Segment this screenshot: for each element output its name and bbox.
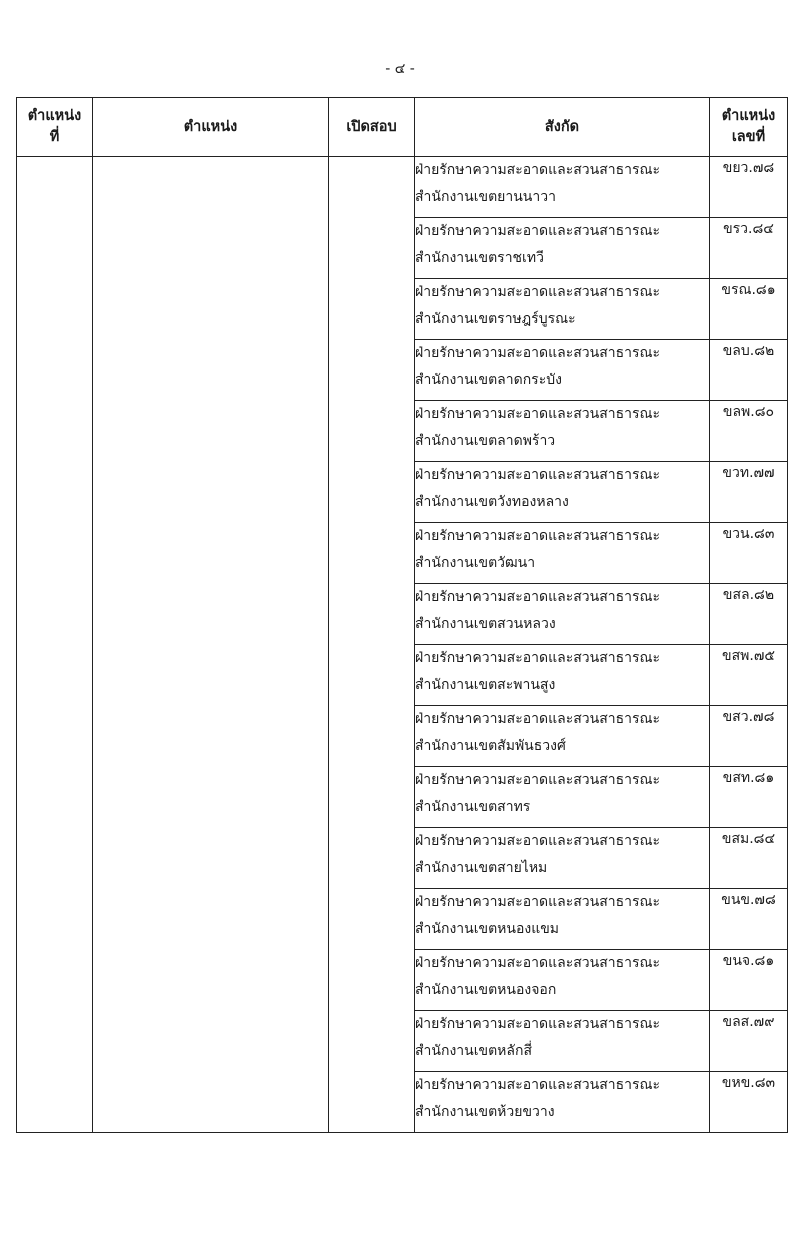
position-code: ขสม.๘๔ — [710, 828, 788, 889]
affiliation-cell — [415, 706, 710, 767]
affiliation-cell — [415, 889, 710, 950]
affiliation-cell — [415, 1011, 710, 1072]
affiliation-cell — [415, 462, 710, 523]
division-name: ฝ่ายรักษาความสะอาดและสวนสาธารณะ — [415, 772, 661, 788]
district-office-name: สำนักงานเขตราชเทวี — [415, 250, 544, 266]
affiliation-cell — [415, 1072, 710, 1133]
division-name: ฝ่ายรักษาความสะอาดและสวนสาธารณะ — [415, 1016, 661, 1032]
position-code: ขลพ.๘๐ — [710, 401, 788, 462]
division-name: ฝ่ายรักษาความสะอาดและสวนสาธารณะ — [415, 223, 661, 239]
district-office-name: สำนักงานเขตลาดพร้าว — [415, 433, 556, 449]
position-no-cell — [17, 157, 93, 1133]
position-code: ขนข.๗๘ — [710, 889, 788, 950]
affiliation-cell — [415, 279, 710, 340]
page-number: - ๔ - — [385, 61, 415, 77]
position-code: ขยว.๗๘ — [710, 157, 788, 218]
positions-table — [16, 97, 788, 1133]
header-open: เปิดสอบ — [329, 98, 415, 157]
district-office-name: สำนักงานเขตสายไหม — [415, 860, 548, 876]
division-name: ฝ่ายรักษาความสะอาดและสวนสาธารณะ — [415, 955, 661, 971]
header-affiliation: สังกัด — [415, 98, 710, 157]
division-name: ฝ่ายรักษาความสะอาดและสวนสาธารณะ — [415, 284, 661, 300]
district-office-name: สำนักงานเขตลาดกระบัง — [415, 372, 562, 388]
position-code: ขสว.๗๘ — [710, 706, 788, 767]
position-code: ขสท.๘๑ — [710, 767, 788, 828]
district-office-name: สำนักงานเขตหนองแขม — [415, 921, 560, 937]
table-header-row — [17, 98, 788, 157]
division-name: ฝ่ายรักษาความสะอาดและสวนสาธารณะ — [415, 650, 661, 666]
district-office-name: สำนักงานเขตราษฎร์บูรณะ — [415, 311, 576, 327]
district-office-name: สำนักงานเขตสาทร — [415, 799, 531, 815]
position-code: ขวท.๗๗ — [710, 462, 788, 523]
position-code: ขนจ.๘๑ — [710, 950, 788, 1011]
division-name: ฝ่ายรักษาความสะอาดและสวนสาธารณะ — [415, 589, 661, 605]
position-code: ขสล.๘๒ — [710, 584, 788, 645]
affiliation-cell — [415, 218, 710, 279]
position-code: ขลส.๗๙ — [710, 1011, 788, 1072]
district-office-name: สำนักงานเขตสัมพันธวงศ์ — [415, 738, 566, 754]
district-office-name: สำนักงานเขตห้วยขวาง — [415, 1104, 555, 1120]
affiliation-cell — [415, 828, 710, 889]
affiliation-cell — [415, 950, 710, 1011]
affiliation-cell — [415, 645, 710, 706]
table-body — [17, 157, 788, 1133]
district-office-name: สำนักงานเขตสะพานสูง — [415, 677, 556, 693]
district-office-name: สำนักงานเขตวังทองหลาง — [415, 494, 569, 510]
position-code: ขรว.๘๔ — [710, 218, 788, 279]
position-code: ขหข.๘๓ — [710, 1072, 788, 1133]
open-cell — [329, 157, 415, 1133]
division-name: ฝ่ายรักษาความสะอาดและสวนสาธารณะ — [415, 833, 661, 849]
affiliation-cell — [415, 767, 710, 828]
table-row — [17, 157, 788, 218]
header-position: ตำแหน่ง — [93, 98, 329, 157]
division-name: ฝ่ายรักษาความสะอาดและสวนสาธารณะ — [415, 467, 661, 483]
district-office-name: สำนักงานเขตสวนหลวง — [415, 616, 556, 632]
position-code: ขรณ.๘๑ — [710, 279, 788, 340]
affiliation-cell — [415, 340, 710, 401]
district-office-name: สำนักงานเขตหนองจอก — [415, 982, 557, 998]
position-code: ขวน.๘๓ — [710, 523, 788, 584]
division-name: ฝ่ายรักษาความสะอาดและสวนสาธารณะ — [415, 894, 661, 910]
affiliation-cell — [415, 401, 710, 462]
header-position-no: ตำแหน่ง ที่ — [17, 98, 93, 157]
position-code: ขลบ.๘๒ — [710, 340, 788, 401]
division-name: ฝ่ายรักษาความสะอาดและสวนสาธารณะ — [415, 528, 661, 544]
district-office-name: สำนักงานเขตวัฒนา — [415, 555, 536, 571]
division-name: ฝ่ายรักษาความสะอาดและสวนสาธารณะ — [415, 345, 661, 361]
position-code: ขสพ.๗๕ — [710, 645, 788, 706]
header-position-code: ตำแหน่ง เลขที่ — [710, 98, 788, 157]
district-office-name: สำนักงานเขตหลักสี่ — [415, 1043, 532, 1059]
division-name: ฝ่ายรักษาความสะอาดและสวนสาธารณะ — [415, 162, 661, 178]
position-cell — [93, 157, 329, 1133]
division-name: ฝ่ายรักษาความสะอาดและสวนสาธารณะ — [415, 711, 661, 727]
affiliation-cell — [415, 523, 710, 584]
affiliation-cell — [415, 157, 710, 218]
affiliation-cell — [415, 584, 710, 645]
division-name: ฝ่ายรักษาความสะอาดและสวนสาธารณะ — [415, 406, 661, 422]
district-office-name: สำนักงานเขตยานนาวา — [415, 189, 556, 205]
division-name: ฝ่ายรักษาความสะอาดและสวนสาธารณะ — [415, 1077, 661, 1093]
